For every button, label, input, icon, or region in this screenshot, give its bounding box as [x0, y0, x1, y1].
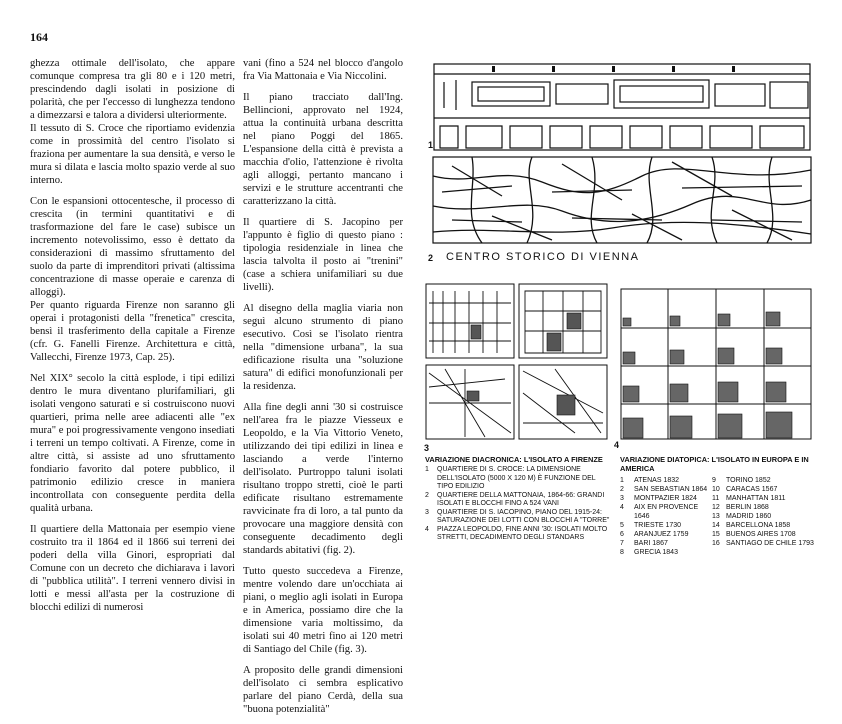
- list-item: [620, 539, 712, 548]
- item-number: 14: [712, 522, 720, 529]
- figure-2-vienna-map: [432, 156, 812, 244]
- item-text: BUENOS AIRES 1708: [726, 531, 796, 538]
- list-item: [712, 521, 816, 530]
- list-item: [620, 503, 712, 521]
- item-number: 1: [425, 466, 429, 473]
- item-number: 15: [712, 531, 720, 538]
- paragraph: Con le espansioni ottocentesche, il processo di crescita (in termini quantitativi e di trasformazione del fare le case) subisce un incremento notevolissimo, esso è dettato da considerazioni di massimo sfruttamento del suolo da parte di imprenditori privati (altissima concentrazione di masse operaie e carenza di alloggi). Per quanto riguarda Firenze non saranno gli operai i protagonisti della "frenetica" crescita, bensì il trasferimento della capitale a Firenze (cfr. G. Fanelli Firenze. Architettura e città, Vallecchi, Firenze 1973, Cap. 25).: [30, 196, 235, 363]
- list-item: [712, 485, 816, 494]
- item-text: QUARTIERE DI S. CROCE: LA DIMENSIONE DELL'ISOLATO (5000 X 120 M) È FUNZIONE DEL TIPO EDILIZIO: [437, 466, 596, 490]
- list-item: [620, 530, 712, 539]
- figure-1-block-plan: [432, 60, 812, 152]
- item-text: MANHATTAN 1811: [726, 495, 786, 502]
- figure-3-legend: [425, 466, 611, 543]
- item-text: CARACAS 1567: [726, 486, 778, 493]
- figure-3-number: 3: [424, 443, 430, 453]
- item-text: GRECIA 1843: [634, 549, 678, 556]
- figure-1-number: 1: [428, 140, 434, 150]
- paragraph: Al disegno della maglia viaria non seguì alcuno strumento di piano esecutivo. Così se l'isolato rientra nella "dimensione urbana", la sua edificazione risulta una "soluzione satura" di edifici monofunzionali per la residenza.: [243, 303, 403, 392]
- list-item: [620, 548, 712, 557]
- list-item: [620, 521, 712, 530]
- item-number: 1: [620, 477, 624, 484]
- item-text: MONTPAZIER 1824: [634, 495, 697, 502]
- paragraph: A proposito delle grandi dimensioni dell'isolato ci sembra esplicativo parlare del piano Cerdà, della sua "buona potenzialità": [243, 665, 403, 715]
- item-text: BARCELLONA 1858: [726, 522, 791, 529]
- item-number: 4: [425, 525, 429, 533]
- figure-4-title: VARIAZIONE DIATOPICA: L'ISOLATO IN EUROPA E IN AMERICA: [620, 455, 809, 473]
- paragraph: Nel XIX° secolo la città esplode, i tipi edilizi dentro le mura diventano plurifamiliari, gli isolati vengono saturati e si costruiscono nuovi quartieri, prima nelle aree adiacenti alle "ex mura" e poi progressivamente vengono insediati i terreni un tempo coltivati. A Firenze, come in altre città, si assiste ad uno sfruttamento fondiario favorito dal potere pubblico, il patrimonio edilizio cresce in maniera incontrollata con conseguente perdita della qualità urbana.: [30, 373, 235, 514]
- list-item: [620, 494, 712, 503]
- list-item: [425, 509, 611, 526]
- paragraph: Il piano tracciato dall'Ing. Bellincioni, approvato nel 1924, attua la continuità urbana descritta nel piano Poggi del 1865. L'espansione della città è prevista a macchia d'olio, l'attenzione è rivolta agli alloggi, pertanto mancano i servizi e le strutture accentranti che caratterizzano la città.: [243, 92, 403, 207]
- item-text: SANTIAGO DE CHILE 1793: [726, 540, 814, 547]
- figure-2-title: CENTRO STORICO DI VIENNA: [446, 251, 640, 263]
- item-number: 2: [620, 486, 624, 493]
- paragraph: Il quartiere di S. Jacopino per l'appunto è figlio di questo piano : tipologia residenziale in linea che lascia talvolta il posto ai "trenini" (case a schiera unifamiliari su due livelli).: [243, 217, 403, 293]
- item-text: QUARTIERE DELLA MATTONAIA, 1864-66: GRANDI ISOLATI E BLOCCHI FINO A 524 VANI: [437, 491, 605, 507]
- list-item: [712, 539, 816, 548]
- page-number: 164: [30, 30, 48, 44]
- item-number: 2: [425, 491, 429, 499]
- item-number: 13: [712, 513, 720, 520]
- item-text: ATENAS 1832: [634, 477, 680, 484]
- figure-4-number: 4: [614, 440, 620, 450]
- paragraph: Il quartiere della Mattonaia per esempio viene costruito tra il 1864 ed il 1866 sui terreni dei poderi della villa Ginori, espropriati dal Comune con un decreto che dichiarava i lavori di "pubblica utilità". I terreni vennero divisi in lotti e messi all'asta per la costruzione di blocchi edilizi di numerosi: [30, 524, 235, 613]
- item-text: AIX EN PROVENCE 1646: [634, 504, 699, 520]
- figure-3-florence-panels: [425, 283, 611, 447]
- text-column-middle: [243, 57, 403, 724]
- item-number: 5: [620, 522, 624, 529]
- figure-4-block-grid: [620, 288, 812, 446]
- list-item: [620, 485, 712, 494]
- list-item: [620, 476, 712, 485]
- paragraph: Tutto questo succedeva a Firenze, mentre volendo dare un'occhiata ai piani, o meglio agli isolati in Europa e in America, possiamo dire che la dimensione varia moltissimo, da isolati sui 40 metri fino ai 120 metri di Santiago del Chile (fig. 3).: [243, 566, 403, 655]
- item-number: 4: [620, 504, 624, 511]
- item-text: ARANJUEZ 1759: [634, 531, 689, 538]
- item-text: PIAZZA LEOPOLDO, FINE ANNI '30: ISOLATI MOLTO STRETTI, DECADIMENTO DEGLI STANDARS: [437, 525, 608, 541]
- item-text: BARI 1867: [634, 540, 668, 547]
- item-number: 8: [620, 549, 624, 556]
- paragraph: ghezza ottimale dell'isolato, che appare comunque compresa tra gli 80 e i 120 metri, prescindendo dagli isolati in posizione di polarità, che per l'eccesso di lunghezza tendono a dimezzarsi e talora a dividersi ulteriormente. Il tessuto di S. Croce che riportiamo evidenzia come in prossimità del centro l'isolato si fraziona per aumentare la sua densità, e verso le mura si dilata e lascia molto spazio verde al suo interno.: [30, 58, 235, 186]
- item-text: QUARTIERE DI S. IACOPINO, PIANO DEL 1915-24: SATURAZIONE DEI LOTTI CON BLOCCHI A "TORRE": [437, 508, 610, 524]
- item-number: 12: [712, 504, 720, 511]
- item-number: 16: [712, 540, 720, 547]
- item-number: 9: [712, 477, 716, 484]
- text-column-left: [30, 57, 235, 622]
- item-number: 7: [620, 540, 624, 547]
- item-number: 3: [620, 495, 624, 502]
- list-item: [712, 476, 816, 485]
- item-number: 3: [425, 508, 429, 516]
- item-text: TORINO 1852: [726, 477, 771, 484]
- item-text: TRIESTE 1730: [634, 522, 682, 529]
- item-text: SAN SEBASTIAN 1864: [634, 486, 708, 493]
- paragraph: vani (fino a 524 nel blocco d'angolo fra Via Mattonaia e Via Niccolini.: [243, 58, 403, 82]
- list-item: [712, 530, 816, 539]
- list-item: [425, 466, 611, 492]
- figure-2-number: 2: [428, 253, 434, 263]
- city-list-left: [620, 476, 712, 557]
- list-item: [712, 503, 816, 512]
- item-number: 11: [712, 495, 720, 502]
- city-list-right: [712, 476, 816, 548]
- list-item: [425, 526, 611, 543]
- item-text: BERLIN 1868: [726, 504, 769, 511]
- figure-3-title: VARIAZIONE DIACRONICA: L'ISOLATO A FIRENZE: [425, 455, 603, 464]
- item-text: MADRID 1860: [726, 513, 772, 520]
- paragraph: Alla fine degli anni '30 si costruisce nell'area fra le piazze Viesseux e Leopoldo, e la Via Vittorio Veneto, utilizzando dei tipi edilizi in linea e lasciando a verde l'interno dell'isolato. Purtroppo taluni isolati risultano troppo stretti, cioè le parti edificate risultano estremamente ravvicinate fra di loro, a tal punto da provocare una maggiore densità con conseguente decadimento degli standards abitativi (fig. 2).: [243, 402, 403, 556]
- item-number: 10: [712, 486, 720, 493]
- list-item: [712, 512, 816, 521]
- list-item: [425, 492, 611, 509]
- list-item: [712, 494, 816, 503]
- item-number: 6: [620, 531, 624, 538]
